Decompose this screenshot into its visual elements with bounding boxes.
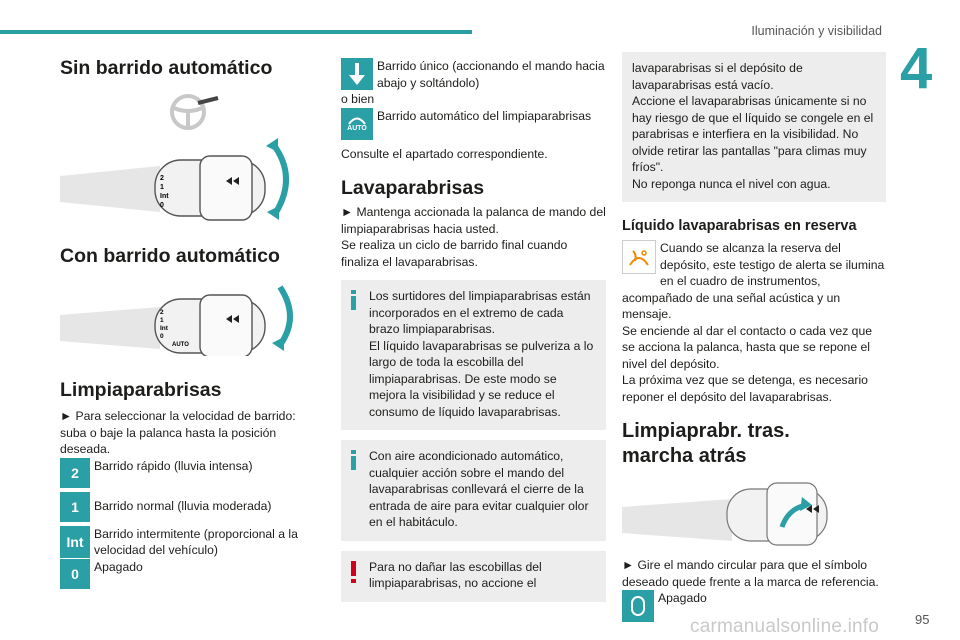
stalk-mark-int: Int <box>160 193 169 201</box>
rear-wiper-text: ► Gire el mando circular para que el símbolo deseado quede frente a la marca de referencia. <box>622 558 879 589</box>
heading-auto: Con barrido automático <box>60 245 280 268</box>
warning-box <box>341 551 606 602</box>
steering-wheel-icon <box>168 90 228 130</box>
section-title: Iluminación y visibilidad <box>751 24 882 38</box>
info-icon <box>351 450 356 470</box>
info-box-nozzles <box>341 280 606 430</box>
info-box-ac <box>341 440 606 541</box>
info-text-ac: Con aire acondicionado automático, cualquier acción sobre el mando del lavaparabrisas conllevará el cierre de la entrada de aire para evitar cualquier olor en el habitáculo. <box>369 449 589 530</box>
rear-off-label: Apagado <box>658 591 707 605</box>
stalk-mark-0: 0 <box>160 202 164 210</box>
stalk-auto-mark-0: 0 <box>160 332 164 340</box>
washer-fluid-warning-icon <box>622 240 656 274</box>
header-accent-bar <box>0 30 472 34</box>
wiper-stalk-auto-illustration <box>60 281 305 356</box>
info-icon <box>351 290 356 310</box>
see-section: Consulte el apartado correspondiente. <box>341 146 548 161</box>
auto-wipe-row <box>341 108 606 140</box>
warning-box-continued <box>622 52 886 202</box>
speed-1-icon: 1 <box>60 492 90 522</box>
heading-wipers: Limpiaparabrisas <box>60 378 222 401</box>
speed-2-label: Barrido rápido (lluvia intensa) <box>94 458 253 473</box>
speed-0-icon: 0 <box>60 559 90 589</box>
heading-no-auto: Sin barrido automático <box>60 57 273 79</box>
auto-wipe-text: Barrido automático del limpiaparabrisas <box>377 108 592 123</box>
warning-continued-text: lavaparabrisas si el depósito de lavaparabrisas está vacío. Accione el lavaparabrisas únicamente si no hay riesgo de que el líquido se congele en el parabrisas e interfiera en la visibilidad. No olvide retirar las pantallas "para climas muy fríos". No reponga nunca el nivel con agua. <box>632 61 874 191</box>
info-text-nozzles: Los surtidores del limpiaparabrisas están incorporados en el extremo de cada brazo limpiaparabrisas. El líquido lavaparabrisas se pulveriza a lo largo de toda la escobilla del limpiaparabrisas. De este modo se mejora la visibilidad y se reduce el consumo de líquido lavaparabrisas. <box>369 289 594 419</box>
speed-row-int <box>60 526 305 559</box>
rear-off-icon <box>622 590 654 622</box>
page-number: 95 <box>915 612 930 627</box>
auto-wipe-icon <box>341 108 373 140</box>
heading-reserve: Líquido lavaparabrisas en reserva <box>622 218 857 234</box>
speed-row-0 <box>60 559 305 589</box>
stalk-auto-mark-auto: AUTO <box>172 341 189 348</box>
speed-int-label: Barrido intermitente (proporcional a la velocidad del vehículo) <box>94 526 298 558</box>
auto-wipe-icon-label: AUTO <box>347 125 367 132</box>
stalk-auto-mark-2: 2 <box>160 308 164 316</box>
column-3 <box>622 52 886 622</box>
column-1 <box>60 52 305 589</box>
speed-2-icon: 2 <box>60 458 90 488</box>
wipers-intro: ► Para seleccionar la velocidad de barrido: suba o baje la palanca hasta la posición deseada. <box>60 409 296 457</box>
speed-int-icon: Int <box>60 526 90 558</box>
stalk-auto-mark-int: Int <box>160 324 168 332</box>
heading-washer: Lavaparabrisas <box>341 177 485 199</box>
warning-icon <box>351 561 356 583</box>
heading-rear-wiper: Limpiaprabr. tras. marcha atrás <box>622 420 790 467</box>
chapter-number: 4 <box>900 36 933 101</box>
wiper-stalk-illustration <box>60 132 305 222</box>
warning-text: Para no dañar las escobillas del limpiaparabrisas, no accione el <box>369 559 542 591</box>
stalk-auto-mark-1: 1 <box>160 316 164 324</box>
column-2 <box>341 58 606 602</box>
single-wipe-text: Barrido único (accionando el mando hacia abajo y soltándolo) <box>377 59 605 90</box>
single-wipe-row <box>341 58 606 91</box>
speed-row-1 <box>60 492 305 522</box>
stalk-mark-1: 1 <box>160 184 164 192</box>
washer-text: ► Mantenga accionada la palanca de mando del limpiaparabrisas hacia usted. Se realiza un ciclo de barrido final cuando finaliza el lavaparabrisas. <box>341 205 606 269</box>
stalk-mark-2: 2 <box>160 175 164 183</box>
speed-0-label: Apagado <box>94 559 143 574</box>
arrow-down-icon <box>341 58 373 90</box>
speed-1-label: Barrido normal (lluvia moderada) <box>94 498 272 513</box>
reserve-text: Cuando se alcanza la reserva del depósito, este testigo de alerta se ilumina en el cuadro de instrumentos, acompañado de una señal acústica y un mensaje. Se enciende al dar el contacto o cada vez que se acciona la palanca, hasta que se repone el nivel del depósito. La próxima vez que se detenga, es necesario reponer el depósito del lavaparabrisas. <box>622 241 885 404</box>
or-text: o bien <box>341 92 375 106</box>
watermark: carmanualsonline.info <box>690 616 880 637</box>
reserve-block <box>622 240 886 405</box>
rear-wiper-stalk-illustration <box>622 475 862 547</box>
speed-row-2 <box>60 458 305 488</box>
